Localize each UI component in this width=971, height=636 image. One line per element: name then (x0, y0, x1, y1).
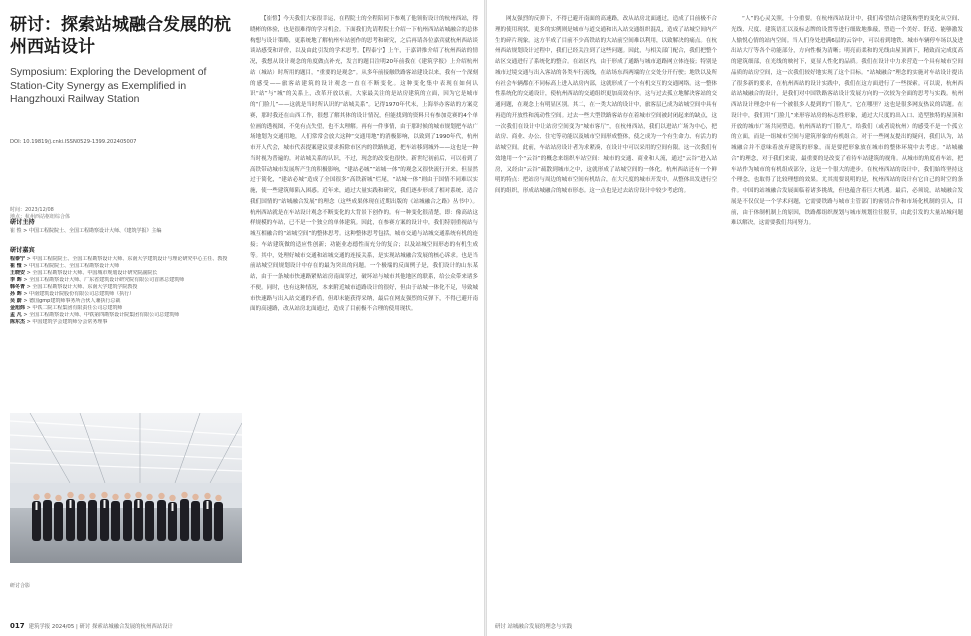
right-footer: 研讨 站城融合发展的理念与实践 (495, 624, 573, 630)
left-footer (10, 622, 173, 630)
photo-caption: 研讨合影 (10, 583, 31, 589)
guest-item: 韩冬青 > 全国工程勘察设计大师、东南大学建筑学院教授 (10, 284, 138, 291)
body-column-left-2: 【崔愷】今天我们大家很幸运，在程院士的全程陪同下参观了他领衔设计的杭州西站，得晓彬的体验，也是很难得的学习机会。下面我们先请程院士介绍一下杭州西站站城融合的总体构想与设计策略，更系统地了解杭州车站创作的思考和研究，之后再请各位嘉宾就杭州西站谈谈站感受和评价，以及由此引发的学术思考。【程泰宁】上午，于嘉讲推介绍了杭州西站的情况，我想从设计观念的角度做点补充，发言的题目注明20年前我在《建筑学报》上介绍杭州站（城站）时所用的题目，“重要的是观念”。从多年前接触铁路客站建设以来，我有一个深刻的感受——旅客站建筑的设计观念一直在不断变化。这种变化集中表现在如何认识“站”与“城”的关系上，改革开放以前，大家最关注的是站房建筑的立面，因为它是城市的“门脸儿”——这就是当时所认识的“站城关系”。记得1970年代末，上海举办客站的方案竞赛，那时我还在山西工作，很想了解其体的设计情况，但能找到的资料只有参加竞赛的4个单位画的透视图，不免有点失望，也不太理解。再有一件事情，由于那时候的城市规划把车站广场地划为交通用地，人们常常会放大这种“交通用地”的消极影响，以致到了1990年代，杭州市开人代会，城市代表提案建议要求拆除市区内的铁路轨道，把车站移到城外——这也是一种当时视为普遍的。对站城关系的认识，不过，现念的改变也很快。新世纪初前后，可以看到了高铁带动城市发展所产生的积极影响，“建站必城”“站城一体”的观念又很快流行开来。但显然过于简化，“建站必城”造成了全国很多“高铁新城”烂尾，“站城一体”则由于国情不同难以实施，使一些建筑师陷入困惑。近年来，通过大量实践和研究，我们逐步形成了相对系统、适合我们国情的“站城融合发展”的理念（这些成果体现在近期出版的《站城融合之路》丛书中）。杭州西站就是在车站设计观念不断变化的大背景下创作的。有一种变化很清楚，即：像高站这样规模的车站，已不是一个独立的单体建筑。因此，在参赛方案的设计中，我们特别重视站与城互相融合的“站城空间”的整体思考。这种整体思考包括，城市交通与站城交通系统有机的连接；车站建筑做的适应性创新；功能业态德性而充分的复合；以及站城空间形态的有机生成等。其中，处理好城市交通和站城交通的连接关系，是实现站城融合发展的核心诉求。也是当前站城空间规划设计中存在的最为突出的问题。一个极端的反面例子是，我们设计的山东某站，由于一条城市快速路紧贴站房南面穿过，破坏站与城市其他地区的联系，给公众带来诸多不便。同时，也有这种情况，本来附近城市道路设计的很好，但由于站城一体化不足，导致城市快速路与出入站交通的矛盾，但却未能获得采纳，最后在网友强烈的反弹下，不得已避开南面的高速路，改从站房北面通过，造成了目前极不合理的使用现状。 (250, 16, 478, 313)
guest-item: 孙 晖 > 中南建筑设计院股份有限公司总建筑师（执行） (10, 291, 135, 298)
article-title-cn: 研讨：探索站城融合发展的杭州西站设计 (10, 15, 231, 57)
footer-text: 建筑学报 2024/05 | 研讨 探索站城融合发展的杭州西站设计 (28, 624, 173, 630)
guest-item: 孟 凡 > 全国工程勘察设计大师、中铁第四勘察设计院集团有限公司总建筑师 (10, 312, 180, 319)
guest-item: 陈东杰 > 中国建筑学会建筑师分会常务理事 (10, 319, 108, 326)
doi-text: DOI: 10.19819/j.cnki.ISSN0529-1399.202405007 (10, 139, 137, 145)
guest-item: 金旭炜 > 中铁二院工程集团有限责任公司总建筑师 (10, 305, 123, 312)
location-text: 地点：杭州西站枢纽综合体 (10, 214, 71, 220)
body-column-right-2: “人”的心灵关照，十分重要。在杭州西站设计中，我们希望结合建筑构型的变化从空间、光线、尺度、建筑语汇以及标志牌的设置等进行细致地推敲，塑造一个美好、舒适、能够激发人愉悦心情的站内空间。当人们身处进满6层的云谷中，可以看到地铁、城市车辆停车场以及进出站大厅等各个功能部分，方向性极为清晰；明亮而柔和的光线由屋顶洒下，精致而完成度高的建筑细部，在光线的映衬下，更显人性化的品质。我们在设计中力求营造一个具有城市空间品质的站房空间，这一次我们较好地实现了这个目标。“站城融合”理念的实施对车站设计提出了很多新的要求，在杭州西站的设计实践中，我们在这方面进行了一些探索。可以说，杭州西站站城融合的设计，是我们对中国铁路客站设计发展方向的一次较为全面的思考与实践。杭州西站设计理念中有一个被很多人提到的“门脸儿”，它在哪里？这也是很多网友热议的话题。在设计中，我们用“门脸儿”来形容站房的标志性形象，通过大尺度的出入口、造型独特的屋顶和开放的城市广场共同塑造。杭州西站的“门脸儿”，给我们（或者说杭州）的感受不是一个孤立的立面，而是一组城市空间与建筑形象的有机组合。对于一些网友提出的疑问，我们认为，站城融合并不意味着放弃建筑的形象，而是要把形象放在城市的整体环境中去考虑。“站城融合”的理念，对于我们来说，最重要的是改变了看待车站建筑的视角。从城市的角度看车站，把车站作为城市的有机组成部分，这是一个很大的进步。在杭州西站的设计中，我们始终坚持这个理念，也取得了比较理想的效果。尤其需要说明的是，杭州西站的设计有它自己的时空的条件。中国的站城融合发展面临着诸多挑战，但也蕴含着巨大机遇。最后，必须说，站城融合发展是不仅仅是一个学术问题，它需要铁路与城市主管部门的密切合作和市场化机制的引入，目前，由于体制机制上的原因，铁路都组织规划与城市规划往往脱节，由此引发的大量站城问题难以解决，这需要我们共同努力。 (731, 16, 963, 227)
guest-item: 程泰宁 > 中国工程院院士、全国工程勘察设计大师、东南大学建筑设计与理论研究中心主任、教授 (10, 256, 228, 262)
guest-item: 李 晖 > 全国工程勘察设计大师、广东省建筑设计研究院有限公司首席总建筑师 (10, 277, 185, 284)
guest-list (10, 256, 242, 326)
body-column-right-1: 网友强烈的反弹下，不得已避开南面的高速路，改从站房北面通过，造成了目前极不合理的使用现状。更多的实例则是城市与道交通和出入站交通组织混乱，造成了站城空间内产生的碎片现象。这方半成了目前不少高铁站的大站前空间难以利用，以致解决的痛点。在杭州西站规划设计过程中，我们已经关注到了这些问题。因此，与相关部门配合，我们把整个站区交通进行了系统化的整合。在站区内，由于形成了通路与城市道路网立体连接；特别是城市过境交通与出入客站的各类车行流线，在站场东西两端的立交处分开行驶；地铁以及所有社会车辆都在不同标高上进入站房内部，这就形成了一个有机交互的交通网络。这一整体性系统化的交通设计，使杭州西站的交通组织更加高效有序。这与过去孤立地解决客站的交通问题，在观念上有明显区别。其二，在一类大站的设计中，旅客层已成为站城空间中具有再造的开放性和流动性空间。过去一些大型铁路客站存在着城市空间被封闭起来的缺点，这一次我们在设计中让站房空间变为“城市客厅”，在杭州西站，我们以进站广场为中心，把站房、商业、办公、住宅等功能以及城市空间形成整体，使之成为一个有生命力、有活力的站城空间。此前，车站站房设计者为求紧凑，在设计中可以采用的空间有限。这一次我们有效地用一个“云谷”的概念来组织车站空间：城市的交通、商业和人流，通过“云谷”进入站房，又经由“云谷”疏散到城市之中，这就形成了站城空间的一体化。杭州西站还有一个鲜明的特点：把站房与周边的城市空间有机结合，在大尺度的城市开发中，从整体出发进行空间的组织，形成站城融合的城市形态。这一点也是过去站房设计中较少考虑的。 (495, 16, 717, 194)
guest-item: 吴 蔚 > 德国gmp建筑师事务所合伙人兼执行总裁 (10, 298, 121, 305)
guest-item: 王晓安 > 全国工程勘察设计大师、中国城市规划设计研究院副院长 (10, 270, 158, 277)
right-page (487, 0, 971, 636)
guest-item: 崔 愷 > 中国工程院院士、全国工程勘察设计大师 (10, 263, 120, 270)
guests-heading: 研讨嘉宾 (10, 247, 35, 254)
host-text: 崔 愷 > 中国工程院院士、全国工程勘察设计大师、《建筑学报》主编 (10, 228, 162, 234)
group-photo (10, 413, 242, 563)
group-photo-image (10, 413, 242, 563)
host-heading: 研讨主持 (10, 219, 35, 226)
left-page (0, 0, 484, 636)
article-title-en: Symposium: Exploring the Development of Station-City Synergy as Exemplified in Hangzhouxi Railway Station (10, 67, 207, 105)
date-text: 时间：2023/12/08 (10, 207, 54, 213)
page-number: 017 (10, 622, 25, 630)
